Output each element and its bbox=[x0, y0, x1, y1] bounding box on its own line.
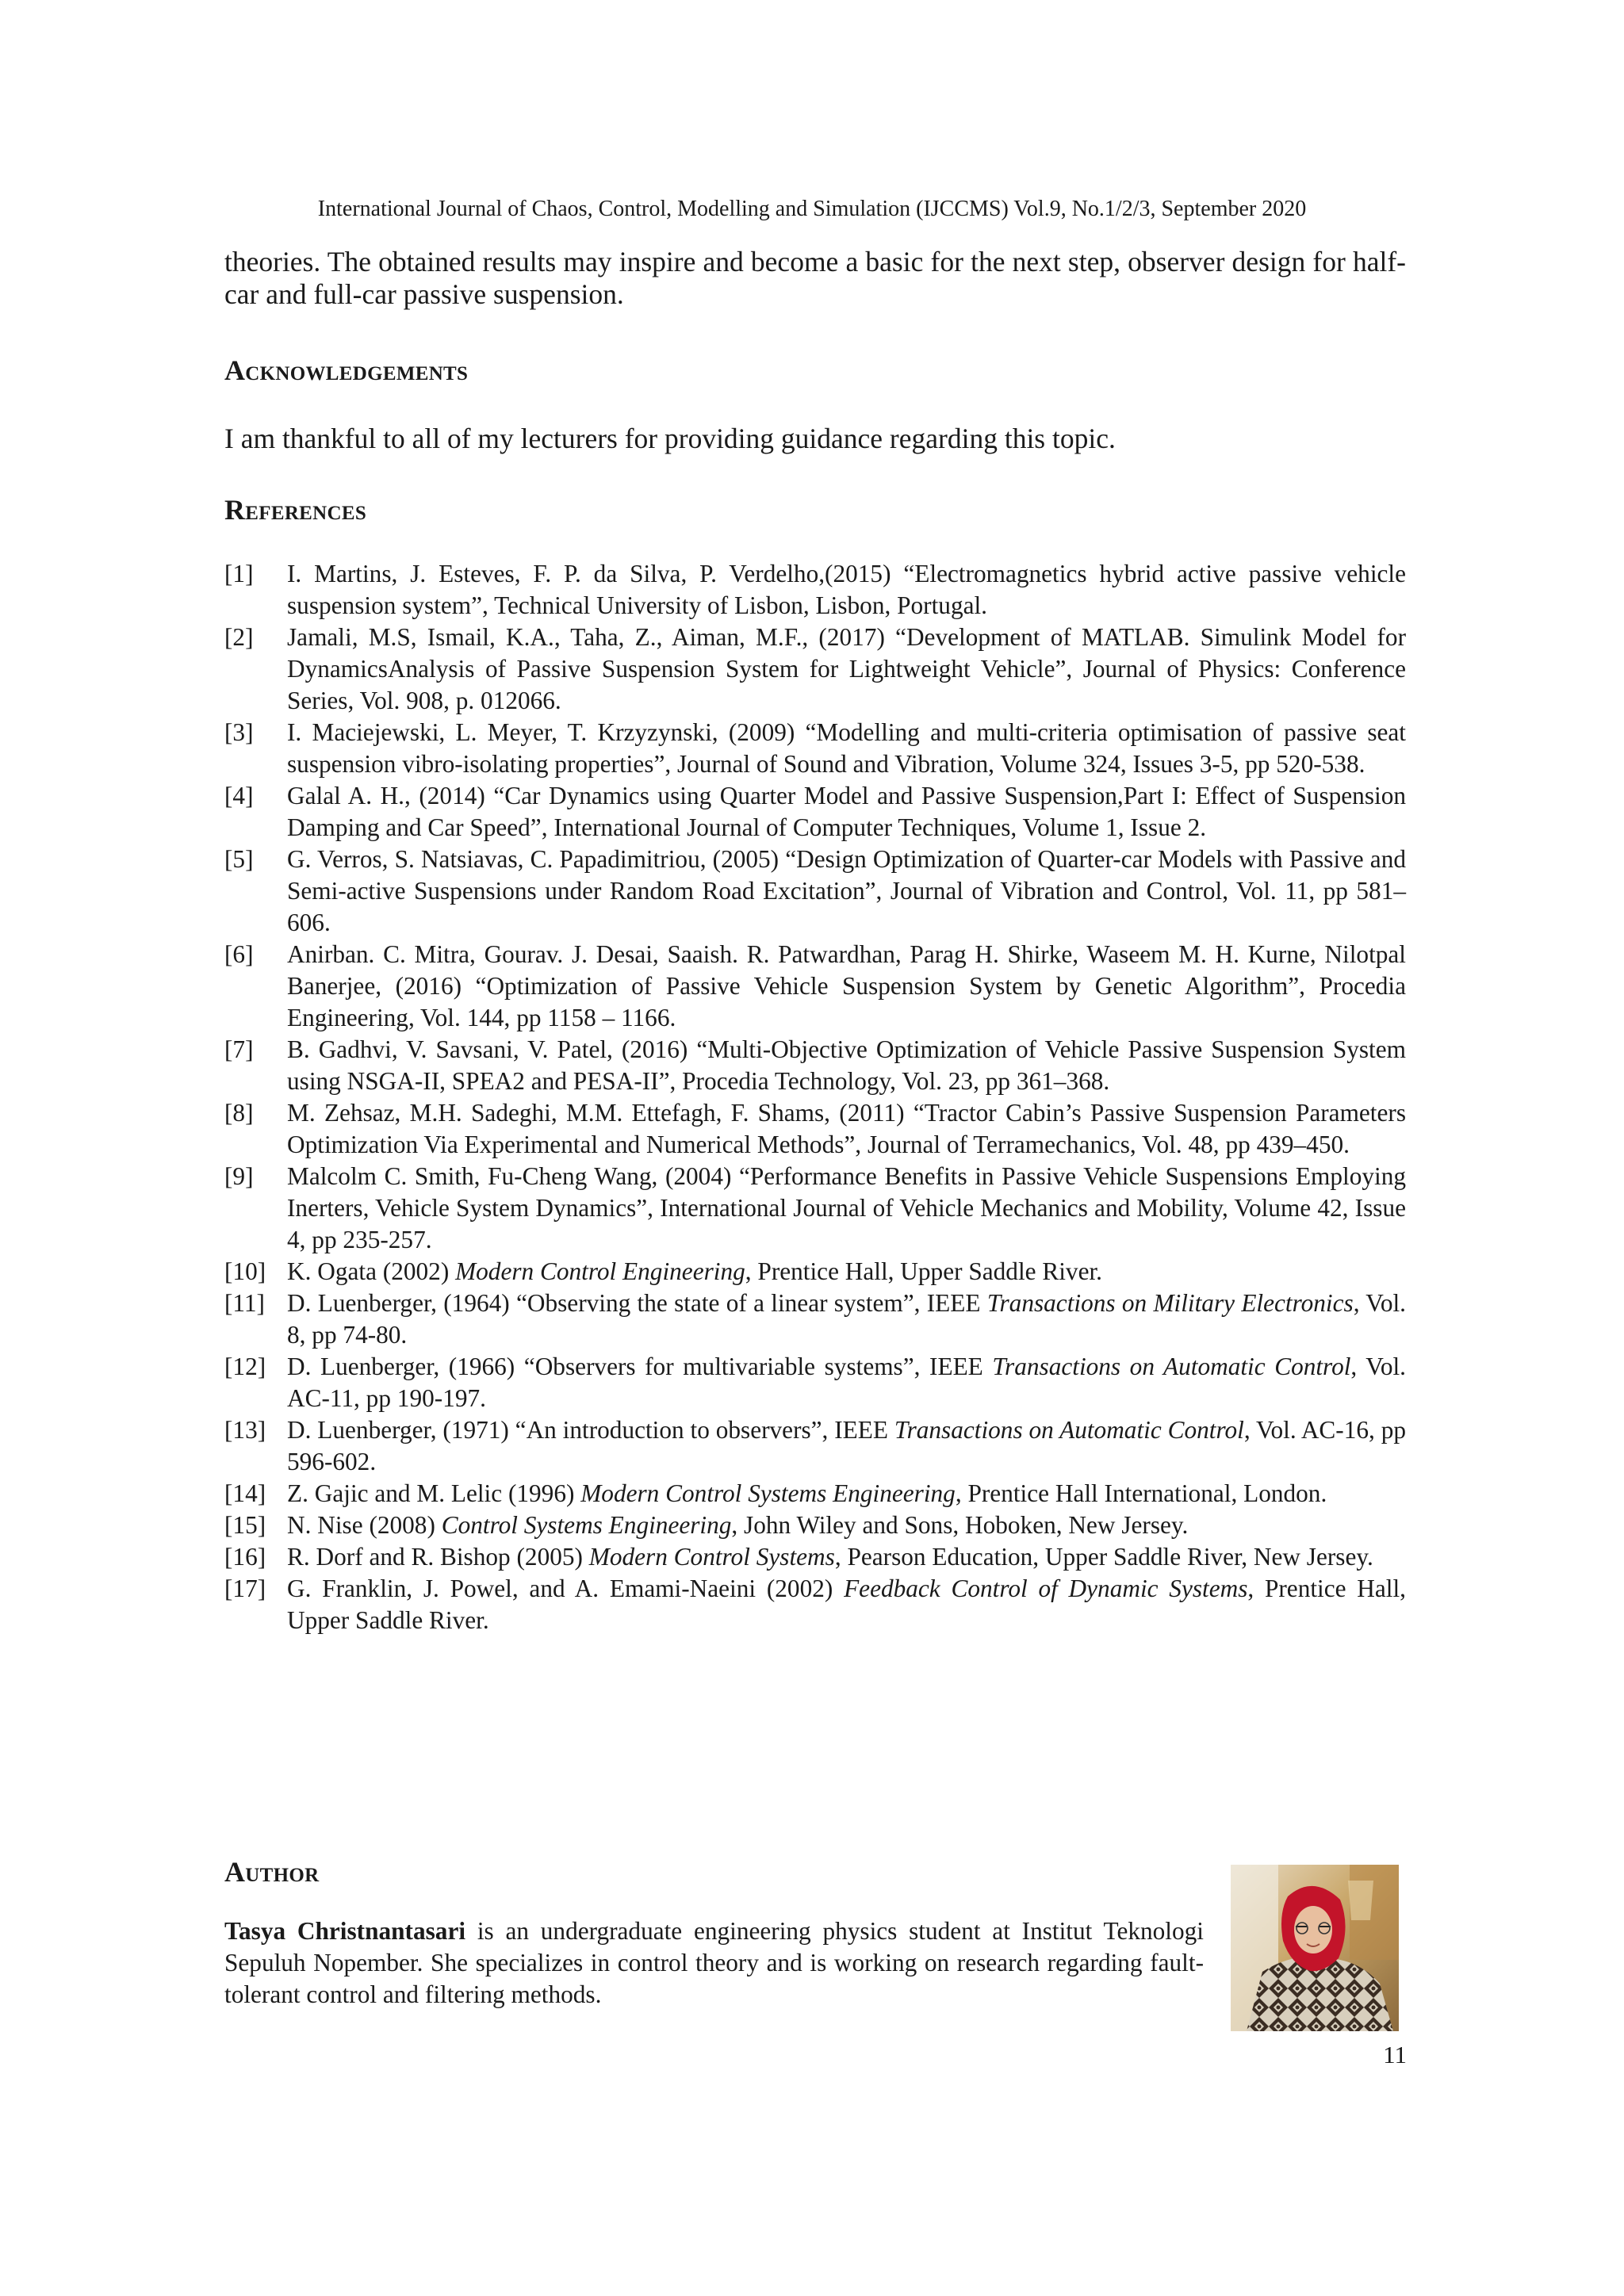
reference-number: [7] bbox=[224, 1035, 254, 1063]
reference-item bbox=[224, 1541, 1406, 1573]
reference-item bbox=[224, 717, 1406, 780]
reference-text bbox=[287, 1351, 1406, 1414]
reference-item bbox=[224, 1478, 1406, 1510]
intro-paragraph-container bbox=[224, 246, 1406, 311]
reference-text-part: , Prentice Hall, Upper Saddle River. bbox=[745, 1257, 1102, 1285]
reference-text-part: D. Luenberger, (1971) “An introduction to observers”, IEEE bbox=[287, 1416, 894, 1444]
reference-item bbox=[224, 1034, 1406, 1097]
reference-text bbox=[287, 717, 1406, 780]
reference-item bbox=[224, 622, 1406, 717]
reference-text bbox=[287, 1478, 1406, 1510]
reference-text bbox=[287, 1097, 1406, 1161]
reference-text bbox=[287, 1573, 1406, 1636]
reference-number: [3] bbox=[224, 718, 254, 746]
reference-text-part: , Vol. 8, pp 74-80. bbox=[287, 1289, 1406, 1349]
reference-item bbox=[224, 1414, 1406, 1478]
reference-text bbox=[287, 1161, 1406, 1256]
reference-number: [8] bbox=[224, 1099, 254, 1127]
reference-text-part: Anirban. C. Mitra, Gourav. J. Desai, Saaish. R. Patwardhan, Parag H. Shirke, Waseem M. H. Kurne, Nilotpal Banerjee, (2016) “Optimization of Passive Vehicle Suspension System by Genetic Algorithm”, Procedia Engineering, Vol. 144, pp 1158 – 1166. bbox=[287, 940, 1406, 1031]
reference-text-part: Galal A. H., (2014) “Car Dynamics using Quarter Model and Passive Suspension,Part I: Effect of Suspension Damping and Car Speed”, International Journal of Computer Techniques, Volume 1, Issue 2. bbox=[287, 782, 1406, 841]
reference-text bbox=[287, 780, 1406, 844]
reference-text bbox=[287, 1541, 1406, 1573]
author-bio bbox=[224, 1915, 1204, 2011]
reference-text-part: Jamali, M.S, Ismail, K.A., Taha, Z., Aiman, M.F., (2017) “Development of MATLAB. Simulink Model for DynamicsAnalysis of Passive Suspension System for Lightweight Vehicle”, Journal of Physics: Conference Series, Vol. 908, p. 012066. bbox=[287, 623, 1406, 714]
reference-number: [10] bbox=[224, 1257, 266, 1285]
reference-item bbox=[224, 1351, 1406, 1414]
reference-text-part: N. Nise (2008) bbox=[287, 1511, 442, 1539]
reference-text-part: Z. Gajic and M. Lelic (1996) bbox=[287, 1479, 581, 1507]
reference-text-part: Malcolm C. Smith, Fu-Cheng Wang, (2004) “Performance Benefits in Passive Vehicle Suspensions Employing Inerters, Vehicle System Dynamics”, International Journal of Vehicle Mechanics and Mobility, Volume 42, Issue 4, pp 235-257. bbox=[287, 1162, 1406, 1253]
intro-paragraph: theories. The obtained results may inspire and become a basic for the next step, observer design for half-car and full-car passive suspension. bbox=[224, 246, 1406, 310]
reference-text-part: , Prentice Hall, Upper Saddle River. bbox=[287, 1575, 1406, 1634]
reference-item bbox=[224, 1573, 1406, 1636]
author-bio-text: is an undergraduate engineering physics student at Institut Teknologi Sepuluh Nopember. She specializes in control theory and is working on research regarding fault-tolerant control and filtering methods. bbox=[224, 1917, 1204, 2008]
reference-number: [1] bbox=[224, 560, 254, 587]
reference-item bbox=[224, 844, 1406, 939]
reference-list bbox=[224, 558, 1406, 1636]
reference-text bbox=[287, 844, 1406, 939]
reference-text bbox=[287, 1034, 1406, 1097]
reference-item bbox=[224, 1256, 1406, 1288]
reference-text-part: K. Ogata (2002) bbox=[287, 1257, 456, 1285]
reference-text bbox=[287, 1288, 1406, 1351]
reference-text bbox=[287, 622, 1406, 717]
reference-number: [13] bbox=[224, 1416, 266, 1444]
page-number: 11 bbox=[1383, 2041, 1407, 2068]
reference-number: [2] bbox=[224, 623, 254, 651]
author-photo-icon bbox=[1231, 1865, 1399, 2031]
reference-text-part: D. Luenberger, (1966) “Observers for multivariable systems”, IEEE bbox=[287, 1353, 993, 1380]
reference-item bbox=[224, 1510, 1406, 1541]
author-photo bbox=[1231, 1865, 1399, 2031]
reference-text-part: , Vol. AC-11, pp 190-197. bbox=[287, 1353, 1406, 1412]
reference-text bbox=[287, 939, 1406, 1034]
reference-italic-title: Control Systems Engineering bbox=[441, 1511, 732, 1539]
author-heading: Author bbox=[224, 1856, 320, 1888]
reference-text-part: I. Maciejewski, L. Meyer, T. Krzyzynski, (2009) “Modelling and multi-criteria optimisation of passive seat suspension vibro-isolating properties”, Journal of Sound and Vibration, Volume 324, Issues 3-5, pp 520-538. bbox=[287, 718, 1406, 778]
reference-italic-title: Modern Control Engineering bbox=[455, 1257, 745, 1285]
reference-text bbox=[287, 1510, 1406, 1541]
reference-text-part: , Prentice Hall International, London. bbox=[955, 1479, 1327, 1507]
reference-item bbox=[224, 1288, 1406, 1351]
reference-number: [17] bbox=[224, 1575, 266, 1602]
reference-number: [4] bbox=[224, 782, 254, 809]
reference-number: [9] bbox=[224, 1162, 254, 1190]
reference-text-part: R. Dorf and R. Bishop (2005) bbox=[287, 1543, 589, 1571]
reference-text-part: G. Verros, S. Natsiavas, C. Papadimitriou, (2005) “Design Optimization of Quarter-car Models with Passive and Semi-active Suspensions under Random Road Excitation”, Journal of Vibration and Control, Vol. 11, pp 581–606. bbox=[287, 845, 1406, 936]
reference-text-part: B. Gadhvi, V. Savsani, V. Patel, (2016) “Multi-Objective Optimization of Vehicle Passive Suspension System using NSGA-II, SPEA2 and PESA-II”, Procedia Technology, Vol. 23, pp 361–368. bbox=[287, 1035, 1406, 1095]
reference-item bbox=[224, 1161, 1406, 1256]
reference-italic-title: Transactions on Military Electronics bbox=[986, 1289, 1354, 1317]
reference-text-part: D. Luenberger, (1964) “Observing the state of a linear system”, IEEE bbox=[287, 1289, 987, 1317]
reference-italic-title: Feedback Control of Dynamic Systems bbox=[844, 1575, 1248, 1602]
reference-text-part: , Pearson Education, Upper Saddle River, New Jersey. bbox=[834, 1543, 1373, 1571]
reference-text-part: G. Franklin, J. Powel, and A. Emami-Naeini (2002) bbox=[287, 1575, 845, 1602]
author-name: Tasya Christnantasari bbox=[224, 1917, 466, 1945]
reference-italic-title: Transactions on Automatic Control bbox=[992, 1353, 1351, 1380]
reference-number: [16] bbox=[224, 1543, 266, 1571]
running-header: International Journal of Chaos, Control, Modelling and Simulation (IJCCMS) Vol.9, No.1/2/3, September 2020 bbox=[317, 197, 1307, 221]
reference-italic-title: Modern Control Systems Engineering bbox=[580, 1479, 956, 1507]
reference-number: [12] bbox=[224, 1353, 266, 1380]
reference-italic-title: Transactions on Automatic Control bbox=[894, 1416, 1244, 1444]
reference-number: [11] bbox=[224, 1289, 265, 1317]
reference-item bbox=[224, 558, 1406, 622]
reference-text-part: I. Martins, J. Esteves, F. P. da Silva, P. Verdelho,(2015) “Electromagnetics hybrid active passive vehicle suspension system”, Technical University of Lisbon, Lisbon, Portugal. bbox=[287, 560, 1406, 619]
reference-item bbox=[224, 939, 1406, 1034]
acknowledgements-heading: Acknowledgements bbox=[224, 354, 469, 386]
reference-text bbox=[287, 558, 1406, 622]
reference-text-part: , John Wiley and Sons, Hoboken, New Jersey. bbox=[731, 1511, 1189, 1539]
reference-number: [15] bbox=[224, 1511, 266, 1539]
reference-item bbox=[224, 1097, 1406, 1161]
reference-number: [6] bbox=[224, 940, 254, 968]
reference-text bbox=[287, 1256, 1406, 1288]
reference-number: [14] bbox=[224, 1479, 266, 1507]
reference-item bbox=[224, 780, 1406, 844]
reference-number: [5] bbox=[224, 845, 254, 873]
reference-text-part: M. Zehsaz, M.H. Sadeghi, M.M. Ettefagh, F. Shams, (2011) “Tractor Cabin’s Passive Suspension Parameters Optimization Via Experimental and Numerical Methods”, Journal of Terramechanics, Vol. 48, pp 439–450. bbox=[287, 1099, 1406, 1158]
reference-text-part: , Vol. AC-16, pp 596-602. bbox=[287, 1416, 1406, 1475]
acknowledgements-text: I am thankful to all of my lecturers for providing guidance regarding this topic. bbox=[224, 423, 1116, 454]
reference-italic-title: Modern Control Systems bbox=[588, 1543, 835, 1571]
references-heading: References bbox=[224, 494, 367, 526]
reference-text bbox=[287, 1414, 1406, 1478]
